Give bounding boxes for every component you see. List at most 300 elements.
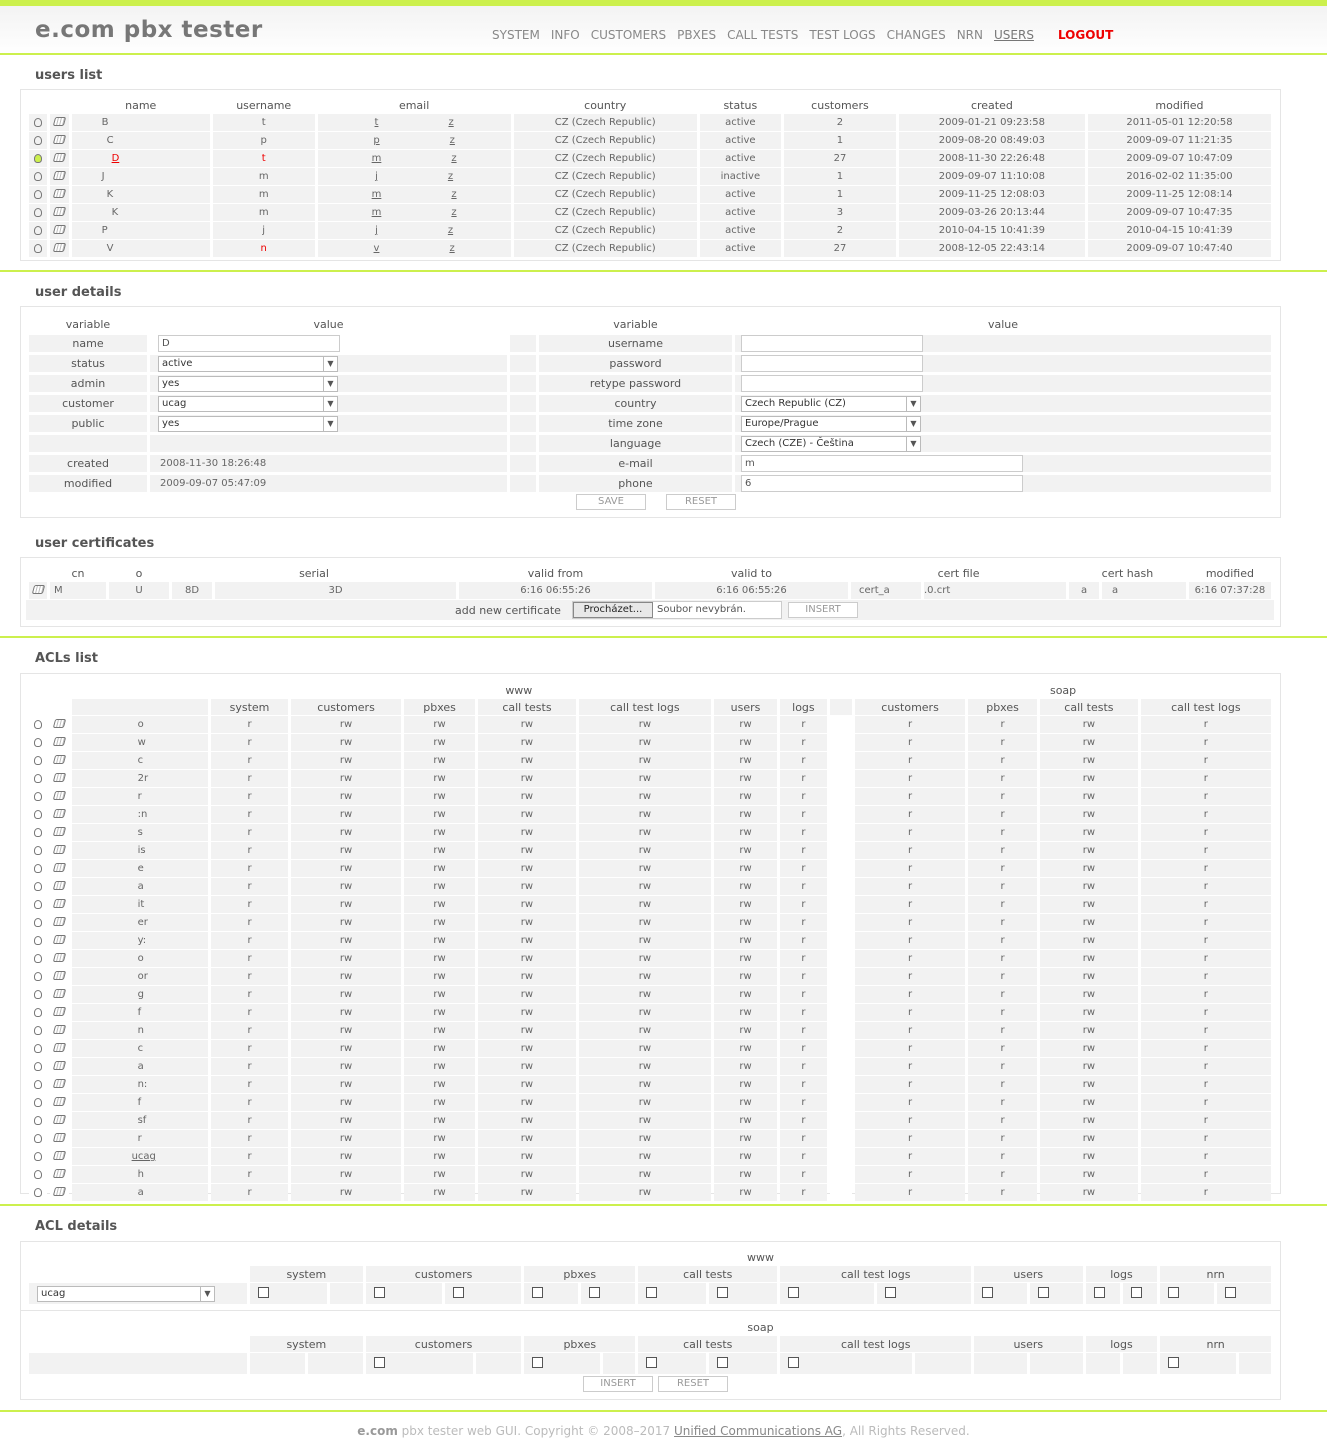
bulb-icon[interactable] [34,136,42,145]
acl-name[interactable]: is [137,845,146,856]
acl-row[interactable] [29,878,1271,895]
permission-checkbox[interactable] [646,1357,657,1368]
permission-checkbox[interactable] [374,1287,385,1298]
acl-row[interactable] [29,950,1271,967]
user-row[interactable] [29,114,1271,131]
user-row[interactable] [29,186,1271,203]
logout-link[interactable]: LOGOUT [1057,28,1114,42]
user-row[interactable] [29,240,1271,257]
edit-icon[interactable] [53,1079,66,1088]
chevron-down-icon: ▼ [906,397,920,411]
permission-checkbox[interactable] [982,1287,993,1298]
bulb-icon[interactable] [34,1026,42,1035]
acl-name[interactable]: f [137,1097,142,1108]
bulb-icon[interactable] [34,720,42,729]
reset-acl-button[interactable]: RESET [658,1376,728,1392]
user-country: CZ (Czech Republic) [514,168,697,185]
acl-soap-value: r [855,770,965,787]
phone-field[interactable] [741,475,1023,492]
acl-www-value: r [211,1130,288,1147]
user-name[interactable]: K [106,189,114,200]
permission-checkbox[interactable] [1131,1287,1142,1298]
bulb-icon[interactable] [34,154,42,163]
bulb-icon[interactable] [34,792,42,801]
acl-name[interactable]: w [137,737,146,748]
acl-row[interactable] [29,842,1271,859]
edit-icon[interactable] [53,1133,66,1142]
col-variable: variable [65,317,111,331]
acl-row[interactable] [29,932,1271,949]
permission-checkbox[interactable] [788,1287,799,1298]
nav-nrn[interactable]: NRN [956,28,983,42]
bulb-icon[interactable] [34,118,42,127]
acl-name[interactable]: sf [137,1115,147,1126]
col-soap-call-test-logs: call test logs [780,1336,971,1352]
browse-button[interactable]: Procházet... [573,602,653,618]
bulb-icon[interactable] [34,172,42,181]
acl-row[interactable] [29,986,1271,1003]
user-customers: 1 [784,186,896,203]
acl-www-value: rw [291,824,401,841]
acl-soap-value: r [855,932,965,949]
bulb-icon[interactable] [34,936,42,945]
edit-icon[interactable] [53,863,66,872]
acl-row[interactable] [29,734,1271,751]
acl-name[interactable]: a [137,881,144,892]
acl-www-value: r [211,968,288,985]
retype-password-field[interactable] [741,375,923,392]
acl-soap-value: rw [1040,950,1138,967]
edit-icon[interactable] [53,1151,66,1160]
public-select[interactable]: yes ▼ [158,416,338,432]
chevron-down-icon: ▼ [200,1287,214,1301]
email-link-domain[interactable]: z [449,135,455,146]
acl-www-value: r [211,914,288,931]
acl-soap-value: rw [1040,1040,1138,1057]
nav-call-tests[interactable]: CALL TESTS [727,28,799,42]
insert-acl-button[interactable]: INSERT [583,1376,653,1392]
acl-name[interactable]: y: [137,935,147,946]
user-name[interactable]: D [111,153,120,164]
edit-icon[interactable] [53,755,66,764]
acl-row[interactable] [29,1148,1271,1165]
username-field[interactable] [741,335,923,352]
acl-soap-value: r [968,1058,1037,1075]
email-link-domain[interactable]: z [447,171,454,182]
acl-soap-value: rw [1040,734,1138,751]
bulb-icon[interactable] [34,1044,42,1053]
acl-row[interactable] [29,1058,1271,1075]
timezone-select[interactable]: Europe/Prague ▼ [741,416,921,432]
acls-list-title: ACLs list [35,651,99,666]
email-link[interactable]: j [375,171,378,182]
acl-soap-value: r [1141,1112,1271,1129]
nav-test-logs[interactable]: TEST LOGS [809,28,876,42]
bulb-icon[interactable] [34,190,42,199]
acl-www-value: rw [714,914,777,931]
no-file-text: Soubor nevybrán. [657,604,746,615]
acl-soap-value: r [855,752,965,769]
acl-row[interactable] [29,1040,1271,1057]
user-row[interactable] [29,222,1271,239]
email-link[interactable]: j [375,225,378,236]
nav-users[interactable]: USERS [994,28,1034,42]
edit-icon[interactable] [53,243,66,252]
edit-icon[interactable] [53,989,66,998]
edit-icon[interactable] [53,189,66,198]
acl-row[interactable] [29,860,1271,877]
bulb-icon[interactable] [34,1170,42,1179]
user-modified: 2009-09-07 10:47:40 [1088,240,1271,257]
user-row[interactable] [29,132,1271,149]
acl-www-value: rw [404,1058,475,1075]
acl-soap-value: r [968,770,1037,787]
email-link-domain[interactable]: z [451,189,457,200]
acl-www-value: rw [291,734,401,751]
acl-name[interactable]: n [137,1025,144,1036]
acl-name[interactable]: o [137,719,144,730]
acl-www-value: r [780,1022,827,1039]
email-link[interactable]: v [373,243,380,254]
email-link[interactable]: p [373,135,380,146]
permission-checkbox[interactable] [532,1357,543,1368]
name-field[interactable] [158,335,340,352]
email-link[interactable]: m [371,207,382,218]
edit-icon[interactable] [53,881,66,890]
country-select[interactable]: Czech Republic (CZ) ▼ [741,396,921,412]
acl-www-value: rw [404,1130,475,1147]
permission-checkbox[interactable] [646,1287,657,1298]
bulb-icon[interactable] [34,990,42,999]
acl-row[interactable] [29,968,1271,985]
acl-row[interactable] [29,824,1271,841]
acl-row[interactable] [29,914,1271,931]
edit-icon[interactable] [53,1097,66,1106]
col-www-customers: customers [366,1266,522,1282]
acl-name[interactable]: 2r [137,773,149,784]
acl-row[interactable] [29,1130,1271,1147]
bulb-icon[interactable] [34,1008,42,1017]
bulb-icon[interactable] [34,208,42,217]
edit-icon[interactable] [53,171,66,180]
email-link[interactable]: m [371,189,382,200]
edit-icon[interactable] [53,719,66,728]
edit-icon[interactable] [53,935,66,944]
acl-name[interactable]: g [137,989,144,1000]
acl-row[interactable] [29,806,1271,823]
user-row[interactable] [29,168,1271,185]
permission-checkbox[interactable] [1168,1357,1179,1368]
bulb-icon[interactable] [34,738,42,747]
acl-name[interactable]: it [137,899,145,910]
acl-www-value: r [211,1112,288,1129]
acl-www-value: r [780,1058,827,1075]
acl-name[interactable]: s [137,827,143,838]
acl-www-value: r [780,968,827,985]
acl-www-value: r [780,734,827,751]
col-soap-call-tests: call tests [638,1336,777,1352]
user-row[interactable] [29,150,1271,167]
acl-row[interactable] [29,1076,1271,1093]
bulb-icon[interactable] [34,882,42,891]
acl-soap-value: r [855,1094,965,1111]
acl-www-value: rw [714,1076,777,1093]
edit-icon[interactable] [53,1115,66,1124]
acl-row[interactable] [29,1022,1271,1039]
acl-soap-value: r [1141,914,1271,931]
permission-checkbox[interactable] [885,1287,896,1298]
acl-soap-value: r [968,950,1037,967]
user-name[interactable]: J [101,171,105,182]
col-www-call-tests: call tests [478,699,576,715]
acl-www-value: rw [579,1040,711,1057]
edit-icon[interactable] [53,773,66,782]
acl-name[interactable]: or [137,971,148,982]
col-www-logs: logs [780,699,827,715]
edit-icon[interactable] [53,1187,66,1196]
edit-icon[interactable] [53,1025,66,1034]
user-name[interactable]: K [111,207,119,218]
acl-soap-value: r [968,1148,1037,1165]
user-modified: 2009-09-07 10:47:09 [1088,150,1271,167]
username: t [261,117,266,128]
password-field[interactable] [741,355,923,372]
bulb-icon[interactable] [34,1134,42,1143]
email-link-domain[interactable]: z [451,207,457,218]
acl-soap-value: r [968,1094,1037,1111]
acl-www-table [26,1248,1274,1305]
permission-checkbox[interactable] [258,1287,269,1298]
edit-icon[interactable] [53,809,66,818]
acl-name[interactable]: ucag [131,1151,156,1162]
acl-www-value: rw [579,1058,711,1075]
email-link-domain[interactable]: z [448,117,454,128]
acl-soap-value: r [1141,734,1271,751]
nav-customers[interactable]: CUSTOMERS [590,28,667,42]
edit-icon[interactable] [53,971,66,980]
email-link[interactable]: t [374,117,379,128]
acl-soap-value: r [968,824,1037,841]
bulb-icon[interactable] [34,900,42,909]
main-nav [492,28,1124,42]
edit-icon[interactable] [53,791,66,800]
acl-soap-value: r [1141,968,1271,985]
nav-info[interactable]: INFO [550,28,580,42]
acl-www-value: r [780,932,827,949]
permission-checkbox[interactable] [717,1357,728,1368]
acl-www-value: rw [714,932,777,949]
user-certificates-panel [20,557,1281,627]
edit-icon[interactable] [53,153,66,162]
acl-www-value: rw [714,1166,777,1183]
edit-icon[interactable] [53,953,66,962]
user-country: CZ (Czech Republic) [514,132,697,149]
acl-www-value: r [780,824,827,841]
acl-name[interactable]: h [137,1169,144,1180]
edit-icon[interactable] [53,225,66,234]
acl-name[interactable]: e [137,863,144,874]
email-field[interactable] [741,455,1023,472]
username: m [258,171,269,182]
bulb-icon[interactable] [34,954,42,963]
acl-www-value: rw [404,788,475,805]
user-name[interactable]: C [106,135,114,146]
acl-name[interactable]: c [137,755,144,766]
status-select[interactable]: active ▼ [158,356,338,372]
bulb-icon[interactable] [34,244,42,253]
acl-soap-value: rw [1040,752,1138,769]
acl-name[interactable]: er [137,917,148,928]
nav-pbxes[interactable]: PBXES [677,28,717,42]
acl-www-value: rw [404,860,475,877]
acl-row[interactable] [29,1004,1271,1021]
acl-www-value: r [211,878,288,895]
edit-icon[interactable] [53,135,66,144]
permission-checkbox[interactable] [717,1287,728,1298]
edit-icon[interactable] [31,585,44,594]
acl-soap-value: rw [1040,806,1138,823]
bulb-icon[interactable] [34,810,42,819]
permission-checkbox[interactable] [1225,1287,1236,1298]
col-value: value [987,317,1019,331]
acl-www-value: rw [579,1112,711,1129]
bulb-icon[interactable] [34,1080,42,1089]
permission-checkbox[interactable] [1168,1287,1179,1298]
user-country: CZ (Czech Republic) [514,240,697,257]
bulb-icon[interactable] [34,846,42,855]
bulb-icon[interactable] [34,774,42,783]
acl-www-value: rw [714,1040,777,1057]
user-created: 2009-08-20 08:49:03 [899,132,1085,149]
edit-icon[interactable] [53,899,66,908]
user-name[interactable]: V [106,243,114,254]
file-input[interactable] [572,601,782,619]
insert-certificate-button[interactable]: INSERT [788,602,858,618]
acl-row[interactable] [29,716,1271,733]
acl-name[interactable]: r [137,791,142,802]
bulb-icon[interactable] [34,1098,42,1107]
edit-icon[interactable] [53,1043,66,1052]
admin-select[interactable]: yes ▼ [158,376,338,392]
permission-checkbox[interactable] [453,1287,464,1298]
user-details-form [26,313,1274,495]
bulb-icon[interactable] [34,226,42,235]
reset-button[interactable]: RESET [666,494,736,510]
user-row[interactable] [29,204,1271,221]
acl-row[interactable] [29,1112,1271,1129]
permission-checkbox[interactable] [532,1287,543,1298]
edit-icon[interactable] [53,737,66,746]
acl-www-value: rw [291,1058,401,1075]
email-link-domain[interactable]: z [451,153,457,164]
col-www-system: system [211,699,288,715]
acl-name[interactable]: a [137,1061,144,1072]
acl-www-value: r [780,752,827,769]
acl-row[interactable] [29,896,1271,913]
acl-soap-value: r [968,788,1037,805]
acl-soap-value: r [1141,770,1271,787]
bulb-icon[interactable] [34,1116,42,1125]
edit-icon[interactable] [53,117,66,126]
acl-www-value: rw [579,1022,711,1039]
bulb-icon[interactable] [34,1062,42,1071]
acl-name[interactable]: c [137,1043,144,1054]
permission-checkbox[interactable] [788,1357,799,1368]
add-certificate-row [26,600,1274,620]
acl-row[interactable] [29,1184,1271,1201]
acl-row[interactable] [29,788,1271,805]
acl-soap-value: rw [1040,716,1138,733]
acl-name[interactable]: n: [137,1079,148,1090]
user-name[interactable]: B [101,117,109,128]
acl-www-value: rw [478,824,576,841]
customer-select[interactable]: ucag ▼ [158,396,338,412]
acl-name[interactable]: a [137,1187,144,1198]
company-link[interactable]: Unified Communications AG [674,1424,843,1438]
acl-www-value: rw [478,1058,576,1075]
permission-checkbox[interactable] [589,1287,600,1298]
acl-soap-value: r [968,1022,1037,1039]
edit-icon[interactable] [53,1007,66,1016]
nav-system[interactable]: SYSTEM [492,28,540,42]
user-name[interactable]: P [101,225,108,236]
bulb-icon[interactable] [34,972,42,981]
bulb-icon[interactable] [34,756,42,765]
edit-icon[interactable] [53,827,66,836]
bulb-icon[interactable] [34,918,42,927]
acl-row[interactable] [29,770,1271,787]
edit-icon[interactable] [53,1061,66,1070]
edit-icon[interactable] [53,207,66,216]
bulb-icon[interactable] [34,1188,42,1197]
email-link[interactable]: m [371,153,382,164]
acl-www-value: rw [404,986,475,1003]
edit-icon[interactable] [53,845,66,854]
col-username: username [236,98,292,112]
acl-soap-value: r [855,1076,965,1093]
acl-name[interactable]: :n [137,809,148,820]
email-link-domain[interactable]: z [447,225,454,236]
user-customers: 2 [784,114,896,131]
edit-icon[interactable] [53,917,66,926]
permission-checkbox[interactable] [1094,1287,1105,1298]
customer-label: customer [29,395,147,412]
col-soap-customers: customers [366,1336,522,1352]
acl-select[interactable]: ucag ▼ [37,1286,215,1302]
username-label: username [539,335,732,352]
acl-soap-value: r [968,878,1037,895]
permission-checkbox[interactable] [1038,1287,1049,1298]
acl-row[interactable] [29,1166,1271,1183]
permission-checkbox[interactable] [374,1357,385,1368]
bulb-icon[interactable] [34,1152,42,1161]
edit-icon[interactable] [53,1169,66,1178]
acl-www-value: rw [291,1094,401,1111]
bulb-icon[interactable] [34,864,42,873]
acl-name[interactable]: r [137,1133,142,1144]
language-select[interactable]: Czech (CZE) - Čeština ▼ [741,436,921,452]
acl-name[interactable]: o [137,953,144,964]
username: m [258,207,269,218]
nav-changes[interactable]: CHANGES [886,28,946,42]
acl-name[interactable]: f [137,1007,142,1018]
acl-www-value: rw [579,1130,711,1147]
acl-row[interactable] [29,752,1271,769]
save-button[interactable]: SAVE [576,494,646,510]
email-link-domain[interactable]: z [449,243,455,254]
acl-row[interactable] [29,1094,1271,1111]
bulb-icon[interactable] [34,828,42,837]
